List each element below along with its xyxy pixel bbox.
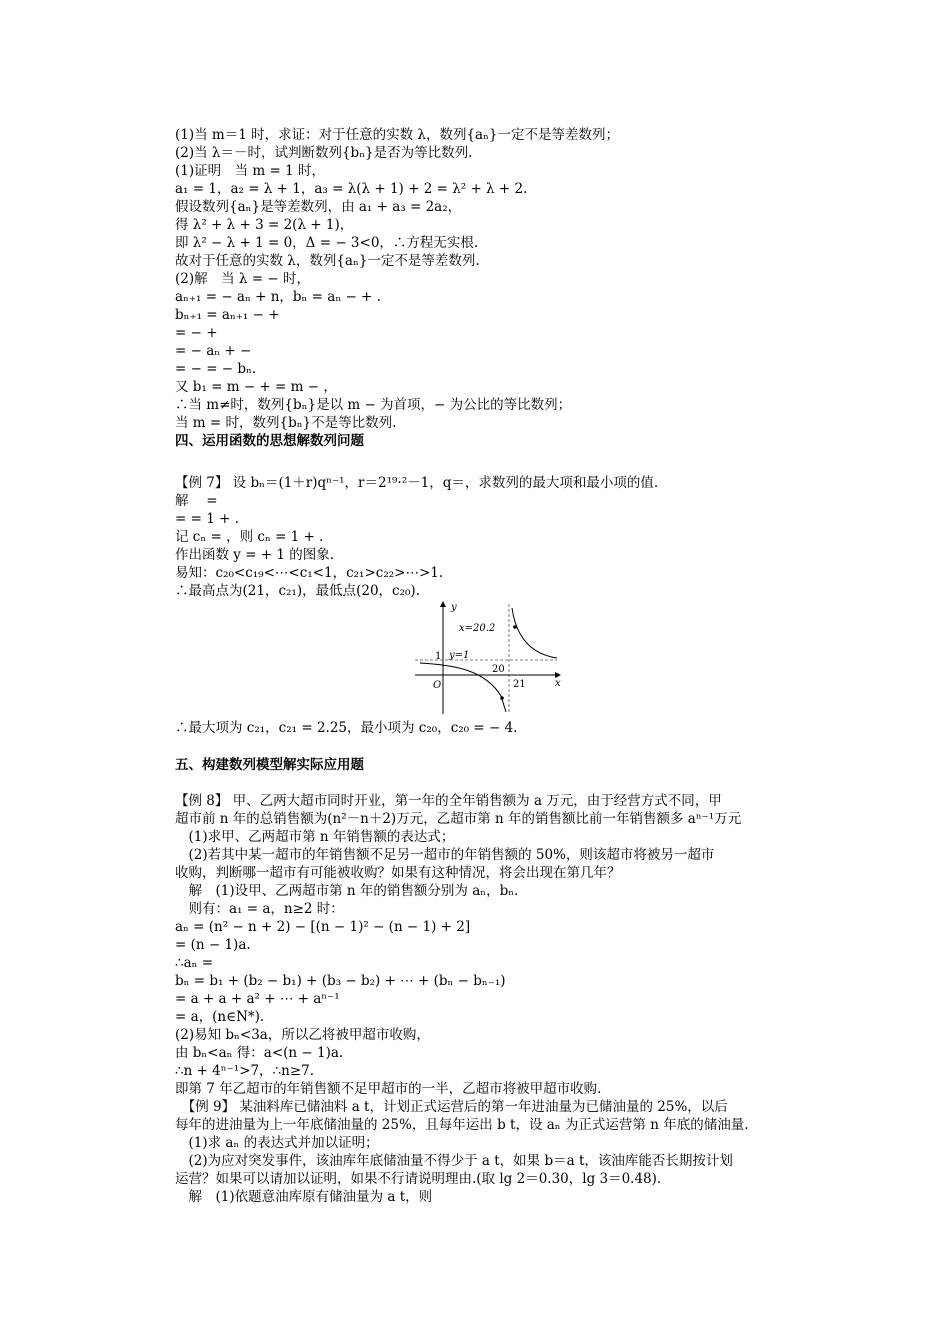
text-line: 解 = bbox=[175, 493, 218, 509]
text-line: 运营？如果可以请加以证明，如果不行请说明理由.(取 lg 2＝0.30，lg 3＝0.48). bbox=[175, 1171, 662, 1187]
text-line: = − + bbox=[175, 325, 218, 341]
text-line: = = 1 + . bbox=[175, 511, 239, 527]
text-line: 得 λ² + λ + 3 = 2(λ + 1)， bbox=[175, 217, 354, 233]
text-line: 【例 8】 甲、乙两大超市同时开业，第一年的全年销售额为 a 万元，由于经营方式不同，甲 bbox=[175, 793, 722, 809]
y-axis-label: y bbox=[451, 602, 457, 613]
text-line: 解 (1)设甲、乙两超市第 n 年的销售额分别为 aₙ，bₙ. bbox=[175, 883, 519, 899]
origin-label: O bbox=[433, 680, 442, 691]
text-line: 超市前 n 年的总销售额为(n²－n＋2)万元，乙超市第 n 年的销售额比前一年销售额多 aⁿ⁻¹万元 bbox=[175, 811, 742, 827]
text-line: bₙ = b₁ + (b₂ − b₁) + (b₃ − b₂) + ⋯ + (bₙ − bₙ₋₁) bbox=[175, 973, 506, 989]
text-line: 则有：a₁ = a，n≥2 时： bbox=[175, 901, 344, 917]
section-heading-5: 五、构建数列模型解实际应用题 bbox=[175, 757, 364, 773]
text-line: (2)若其中某一超市的年销售额不足另一超市的年销售额的 50%，则该超市将被另一超市 bbox=[175, 847, 715, 863]
text-line: 易知：c₂₀<c₁₉<⋯<c₁<1，c₂₁>c₂₂>⋯>1. bbox=[175, 565, 444, 581]
point-c21 bbox=[513, 625, 517, 629]
point-c20 bbox=[500, 696, 504, 700]
text-line: 记 cₙ = ，则 cₙ = 1 + . bbox=[175, 529, 324, 545]
text-line: ∴aₙ = bbox=[175, 955, 214, 971]
tick-1: 1 bbox=[435, 651, 442, 662]
section-heading-4: 四、运用函数的思想解数列问题 bbox=[175, 433, 364, 449]
text-line: = − aₙ + − bbox=[175, 343, 252, 359]
text-line: ∴当 m≠时，数列{bₙ}是以 m − 为首项，− 为公比的等比数列； bbox=[175, 397, 572, 413]
text-line: = (n − 1)a. bbox=[175, 937, 251, 953]
text-line: (1)求甲、乙两超市第 n 年销售额的表达式； bbox=[175, 829, 455, 845]
hline-label: y=1 bbox=[449, 650, 470, 661]
text-line: 故对于任意的实数 λ，数列{aₙ}一定不是等差数列. bbox=[175, 253, 480, 269]
text-line: (2)解 当 λ = − 时， bbox=[175, 271, 310, 287]
text-line: aₙ₊₁ = − aₙ + n，bₙ = aₙ − + . bbox=[175, 289, 381, 305]
text-line: a₁ = 1，a₂ = λ + 1，a₃ = λ(λ + 1) + 2 = λ² + λ + 2. bbox=[175, 181, 528, 197]
text-line: (2)为应对突发事件，该油库年底储油量不得少于 a t，如果 b＝a t，该油库能否长期按计划 bbox=[175, 1153, 733, 1169]
text-line: 当 m = 时，数列{bₙ}不是等比数列. bbox=[175, 415, 397, 431]
text-line: = a + a + a² + ⋯ + aⁿ⁻¹ bbox=[175, 991, 340, 1007]
text-line: 又 b₁ = m − + = m − ， bbox=[175, 379, 337, 395]
text-line: 即 λ² − λ + 1 = 0，Δ = − 3<0，∴方程无实根. bbox=[175, 235, 479, 251]
text-line: (2)易知 bₙ<3a，所以乙将被甲超市收购， bbox=[175, 1027, 430, 1043]
text-line: (2)当 λ＝－时，试判断数列{bₙ}是否为等比数列. bbox=[175, 145, 473, 161]
asymptote-label: x=20.2 bbox=[459, 623, 496, 634]
text-line: (1)当 m＝1 时，求证：对于任意的实数 λ，数列{aₙ}一定不是等差数列； bbox=[175, 127, 620, 143]
text-line: 【例 9】 某油料库已储油料 a t，计划正式运营后的第一年进油量为已储油量的 25%，以后 bbox=[175, 1099, 728, 1115]
function-graph bbox=[415, 598, 565, 716]
text-line: 假设数列{aₙ}是等差数列，由 a₁ + a₃ = 2a₂， bbox=[175, 199, 462, 215]
text-line: aₙ = (n² − n + 2) − [(n − 1)² − (n − 1) + 2] bbox=[175, 919, 471, 935]
text-line: 解 (1)依题意油库原有储油量为 a t，则 bbox=[175, 1189, 433, 1205]
text-line: 收购，判断哪一超市有可能被收购？如果有这种情况，将会出现在第几年？ bbox=[175, 865, 621, 881]
text-line: = a，(n∈N*). bbox=[175, 1009, 265, 1025]
text-line: (1)证明 当 m = 1 时， bbox=[175, 163, 325, 179]
text-line: 【例 7】 设 bₙ＝(1＋r)qⁿ⁻¹，r＝2¹⁹·²－1，q＝，求数列的最大项和最小项的值. bbox=[175, 475, 659, 491]
text-line: ∴n + 4ⁿ⁻¹>7，∴n≥7. bbox=[175, 1063, 315, 1079]
curve-right-branch bbox=[512, 608, 557, 658]
tick-20: 20 bbox=[492, 664, 505, 675]
tick-21: 21 bbox=[513, 679, 526, 690]
text-line: 作出函数 y = + 1 的图象. bbox=[175, 547, 335, 563]
text-line: 每年的进油量为上一年底储油量的 25%，且每年运出 b t，设 aₙ 为正式运营第 n 年底的储油量. bbox=[175, 1117, 749, 1133]
text-line: 即第 7 年乙超市的年销售额不足甲超市的一半，乙超市将被甲超市收购. bbox=[175, 1081, 602, 1097]
text-line: 由 bₙ<aₙ 得：a<(n − 1)a. bbox=[175, 1045, 344, 1061]
x-axis-label: x bbox=[555, 678, 561, 689]
text-line: bₙ₊₁ = aₙ₊₁ − + bbox=[175, 307, 280, 323]
text-line: = − = − bₙ. bbox=[175, 361, 257, 377]
example-7-result: ∴最大项为 c₂₁，c₂₁ = 2.25，最小项为 c₂₀，c₂₀ = − 4. bbox=[175, 720, 518, 736]
text-line: ∴最高点为(21，c₂₁)，最低点(20，c₂₀). bbox=[175, 583, 420, 599]
text-line: (1)求 aₙ 的表达式并加以证明； bbox=[175, 1135, 379, 1151]
